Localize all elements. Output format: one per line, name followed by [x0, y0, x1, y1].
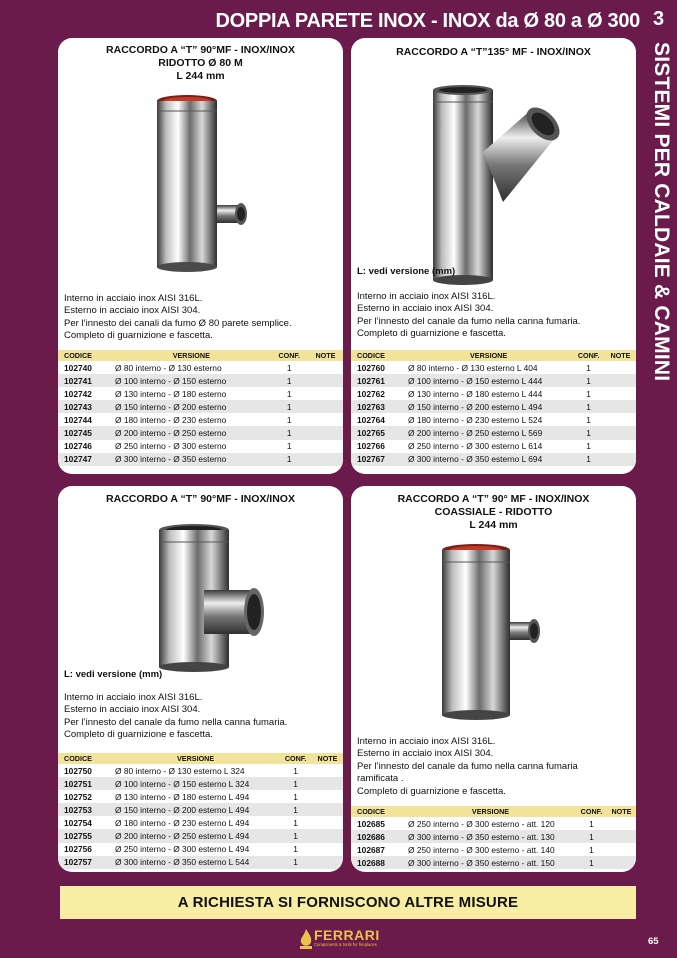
row-version: Ø 130 interno - Ø 180 esterno L 444: [408, 388, 543, 399]
product-table: [58, 350, 343, 466]
row-code: 102755: [58, 829, 112, 842]
row-conf: 1: [279, 856, 312, 869]
side-section-label: SISTEMI PER CALDAIE & CAMINI: [650, 42, 673, 382]
row-conf: 1: [576, 830, 607, 843]
product-title-line: L 244 mm: [469, 519, 518, 531]
row-version: Ø 150 interno - Ø 200 esterno L 494: [112, 803, 279, 816]
description-line: Esterno in acciaio inox AISI 304.: [357, 748, 494, 760]
product-title-line: RACCORDO A “T” 90°MF - INOX/INOX: [106, 44, 295, 56]
table-row: [351, 387, 636, 400]
row-note: [605, 400, 636, 413]
row-note: [312, 816, 343, 829]
row-conf: 1: [586, 414, 591, 425]
product-card-tee-90: [58, 486, 343, 872]
row-code: 102763: [351, 400, 405, 413]
description-line: ramificata .: [357, 773, 404, 785]
row-note: [308, 361, 343, 374]
table-row: [58, 387, 343, 400]
row-note: [312, 764, 343, 777]
col-code-header: CODICE: [58, 753, 112, 764]
row-code: 102747: [58, 453, 112, 466]
row-code: 102688: [351, 856, 405, 869]
row-conf: 1: [286, 388, 292, 399]
row-version: Ø 130 interno - Ø 180 esterno: [115, 388, 227, 399]
table-row: [351, 426, 636, 439]
length-note: L: vedi versione (mm): [357, 266, 456, 277]
tee-135-image: [413, 82, 563, 287]
row-note: [605, 387, 636, 400]
row-note: [308, 426, 343, 439]
table-row: [58, 856, 343, 869]
row-note: [605, 413, 636, 426]
product-description: [357, 736, 578, 798]
description-line: Completo di guarnizione e fascetta.: [357, 785, 506, 797]
col-note-header: NOTE: [308, 350, 343, 361]
section-number: 3: [652, 8, 665, 30]
col-conf-header: CONF.: [576, 806, 607, 817]
table-row: [58, 816, 343, 829]
col-note-header: NOTE: [605, 350, 636, 361]
table-row: [351, 856, 636, 869]
tee-90-reduced-image: [142, 93, 262, 273]
product-title-line: RACCORDO A “T” 90°MF - INOX/INOX: [106, 493, 295, 505]
product-table: [351, 350, 636, 466]
row-code: 102746: [64, 441, 92, 452]
description-line: Esterno in acciaio inox AISI 304.: [357, 303, 494, 315]
row-conf: 1: [293, 844, 298, 855]
col-code-header: CODICE: [351, 806, 405, 817]
product-title: [359, 46, 628, 59]
row-version: Ø 250 interno - Ø 300 esterno - att. 120: [408, 818, 555, 829]
col-code-header: CODICE: [58, 350, 112, 361]
description-line: Per l’innesto del canale da fumo nella canna fumaria.: [64, 716, 288, 728]
row-version: Ø 250 interno - Ø 300 esterno L 494: [115, 844, 250, 855]
row-code: 102752: [64, 791, 92, 802]
description-line: Per l’innesto del canale da fumo nella canna fumaria: [357, 760, 578, 772]
row-conf: 1: [286, 441, 292, 452]
col-version-header: VERSIONE: [405, 350, 572, 361]
row-conf: 1: [293, 765, 298, 776]
col-version-header: VERSIONE: [405, 806, 576, 817]
row-code: 102687: [357, 844, 385, 855]
table-row: [58, 374, 343, 387]
table-row: [58, 440, 343, 453]
row-note: [312, 843, 343, 856]
page-title: DOPPIA PARETE INOX - INOX da Ø 80 a Ø 300: [215, 10, 640, 32]
row-version: Ø 180 interno - Ø 230 esterno: [115, 414, 227, 425]
description-line: Interno in acciaio inox AISI 316L.: [64, 293, 203, 304]
page-number: 65: [648, 936, 659, 947]
row-code: 102753: [58, 803, 112, 816]
table-row: [351, 830, 636, 843]
description-line: Completo di guarnizione e fascetta.: [357, 328, 506, 340]
row-conf: 1: [279, 777, 312, 790]
row-code: 102744: [64, 414, 92, 425]
description-line: Completo di guarnizione e fascetta.: [64, 729, 213, 741]
description-line: Esterno in acciaio inox AISI 304.: [64, 305, 201, 317]
product-title-line: COASSIALE - RIDOTTO: [434, 506, 553, 518]
col-note-header: NOTE: [607, 806, 636, 817]
row-note: [607, 856, 636, 869]
row-conf: 1: [586, 388, 591, 399]
product-title-line: RIDOTTO Ø 80 M: [158, 57, 243, 69]
row-version: Ø 300 interno - Ø 350 esterno L 544: [112, 856, 279, 869]
row-note: [605, 361, 636, 374]
row-conf: 1: [271, 426, 308, 439]
row-conf: 1: [271, 400, 308, 413]
row-version: Ø 150 interno - Ø 200 esterno L 494: [405, 400, 572, 413]
col-conf-header: CONF.: [572, 350, 605, 361]
row-code: 102743: [58, 400, 112, 413]
table-row: [58, 829, 343, 842]
product-description: [64, 293, 292, 343]
row-version: Ø 200 interno - Ø 250 esterno L 569: [405, 426, 572, 439]
row-version: Ø 200 interno - Ø 250 esterno L 494: [112, 829, 279, 842]
table-row: [351, 413, 636, 426]
product-table: [351, 806, 636, 869]
table-row: [58, 413, 343, 426]
logo-text: FERRARI: [314, 927, 380, 943]
row-conf: 1: [293, 791, 298, 802]
row-code: 102767: [351, 453, 405, 466]
row-conf: 1: [589, 818, 594, 829]
table-row: [58, 803, 343, 816]
row-conf: 1: [279, 829, 312, 842]
table-row: [351, 374, 636, 387]
row-version: Ø 150 interno - Ø 200 esterno: [112, 400, 271, 413]
table-row: [351, 843, 636, 856]
table-row: [58, 790, 343, 803]
row-conf: 1: [576, 856, 607, 869]
table-row: [351, 453, 636, 466]
table-header-row: [58, 753, 343, 764]
row-conf: 1: [586, 441, 591, 452]
col-version-header: VERSIONE: [112, 350, 271, 361]
row-code: 102766: [357, 441, 385, 452]
row-note: [308, 400, 343, 413]
row-conf: 1: [572, 374, 605, 387]
row-note: [312, 829, 343, 842]
row-code: 102761: [351, 374, 405, 387]
row-conf: 1: [293, 817, 298, 828]
table-row: [351, 817, 636, 830]
row-note: [607, 817, 636, 830]
product-title: [66, 493, 335, 506]
row-version: Ø 250 interno - Ø 300 esterno: [115, 441, 227, 452]
description-line: Interno in acciaio inox AISI 316L.: [357, 736, 496, 747]
table-header-row: [351, 806, 636, 817]
table-row: [58, 777, 343, 790]
row-note: [312, 856, 343, 869]
row-code: 102742: [64, 388, 92, 399]
row-code: 102685: [357, 818, 385, 829]
col-version-header: VERSIONE: [112, 753, 279, 764]
description-line: Interno in acciaio inox AISI 316L.: [357, 291, 496, 302]
row-conf: 1: [572, 400, 605, 413]
row-code: 102745: [58, 426, 112, 439]
row-conf: 1: [586, 362, 591, 373]
row-version: Ø 300 interno - Ø 350 esterno: [112, 453, 271, 466]
row-note: [312, 790, 343, 803]
product-table: [58, 753, 343, 869]
col-conf-header: CONF.: [279, 753, 312, 764]
row-code: 102751: [58, 777, 112, 790]
row-version: Ø 250 interno - Ø 300 esterno L 614: [408, 441, 543, 452]
row-code: 102754: [64, 817, 92, 828]
col-conf-header: CONF.: [271, 350, 308, 361]
table-row: [58, 400, 343, 413]
product-title-line: RACCORDO A “T”135° MF - INOX/INOX: [396, 46, 591, 58]
table-row: [58, 764, 343, 777]
col-note-header: NOTE: [312, 753, 343, 764]
row-version: Ø 100 interno - Ø 150 esterno: [112, 374, 271, 387]
row-note: [607, 830, 636, 843]
row-conf: 1: [572, 426, 605, 439]
row-code: 102764: [357, 414, 385, 425]
row-code: 102756: [64, 844, 92, 855]
row-version: Ø 100 interno - Ø 150 esterno L 324: [112, 777, 279, 790]
row-note: [308, 387, 343, 400]
row-conf: 1: [279, 803, 312, 816]
row-version: Ø 80 interno - Ø 130 esterno L 324: [115, 765, 245, 776]
table-row: [58, 843, 343, 856]
length-note: L: vedi versione (mm): [64, 669, 163, 680]
product-title-line: RACCORDO A “T” 90° MF - INOX/INOX: [397, 493, 590, 505]
description-line: Per l’innesto del canale da fumo nella canna fumaria.: [357, 315, 581, 327]
product-card-tee-90-coaxial: [351, 486, 636, 872]
row-note: [308, 453, 343, 466]
product-title-line: L 244 mm: [176, 70, 225, 82]
row-version: Ø 100 interno - Ø 150 esterno L 444: [405, 374, 572, 387]
tee-90-coaxial-image: [431, 542, 551, 722]
row-code: 102741: [58, 374, 112, 387]
row-conf: 1: [271, 374, 308, 387]
row-version: Ø 300 interno - Ø 350 esterno - att. 150: [405, 856, 576, 869]
row-conf: 1: [286, 414, 292, 425]
row-note: [308, 374, 343, 387]
row-code: 102686: [351, 830, 405, 843]
col-code-header: CODICE: [351, 350, 405, 361]
row-code: 102765: [351, 426, 405, 439]
flame-icon: [300, 929, 312, 949]
description-line: Per l’innesto dei canali da fumo Ø 80 parete semplice.: [64, 317, 292, 329]
row-note: [308, 440, 343, 453]
row-note: [605, 440, 636, 453]
table-row: [58, 453, 343, 466]
table-row: [351, 440, 636, 453]
row-code: 102762: [357, 388, 385, 399]
row-note: [308, 413, 343, 426]
product-title: [66, 44, 335, 83]
product-card-tee-135: [351, 38, 636, 474]
table-row: [351, 400, 636, 413]
row-version: Ø 250 interno - Ø 300 esterno - att. 140: [408, 844, 555, 855]
row-conf: 1: [589, 844, 594, 855]
row-version: Ø 300 interno - Ø 350 esterno - att. 130: [405, 830, 576, 843]
product-description: [64, 692, 287, 742]
row-version: Ø 180 interno - Ø 230 esterno L 494: [115, 817, 250, 828]
description-line: Esterno in acciaio inox AISI 304.: [64, 704, 201, 716]
logo-tagline: Components & tools for fireplaces: [314, 942, 377, 947]
description-line: Interno in acciaio inox AISI 316L.: [64, 692, 203, 703]
row-note: [605, 453, 636, 466]
row-code: 102750: [64, 765, 92, 776]
row-note: [312, 777, 343, 790]
ferrari-logo: [300, 927, 382, 952]
product-description: [357, 291, 580, 341]
row-version: Ø 200 interno - Ø 250 esterno: [112, 426, 271, 439]
row-conf: 1: [271, 453, 308, 466]
row-code: 102740: [64, 362, 92, 373]
row-code: 102757: [58, 856, 112, 869]
row-conf: 1: [286, 362, 292, 373]
row-version: Ø 80 interno - Ø 130 esterno: [115, 362, 222, 373]
table-row: [58, 426, 343, 439]
table-header-row: [351, 350, 636, 361]
row-note: [605, 374, 636, 387]
row-conf: 1: [572, 453, 605, 466]
product-card-tee-90-reduced: [58, 38, 343, 474]
row-note: [605, 426, 636, 439]
table-header-row: [58, 350, 343, 361]
row-note: [312, 803, 343, 816]
row-version: Ø 300 interno - Ø 350 esterno L 694: [405, 453, 572, 466]
row-note: [607, 843, 636, 856]
row-version: Ø 80 interno - Ø 130 esterno L 404: [408, 362, 538, 373]
row-version: Ø 180 interno - Ø 230 esterno L 524: [408, 414, 543, 425]
description-line: Completo di guarnizione e fascetta.: [64, 330, 213, 342]
row-version: Ø 130 interno - Ø 180 esterno L 494: [115, 791, 250, 802]
custom-sizes-banner: A RICHIESTA SI FORNISCONO ALTRE MISURE: [60, 886, 636, 919]
row-code: 102760: [357, 362, 385, 373]
tee-90-image: [144, 522, 274, 672]
product-title: [359, 493, 628, 532]
table-row: [351, 361, 636, 374]
table-row: [58, 361, 343, 374]
